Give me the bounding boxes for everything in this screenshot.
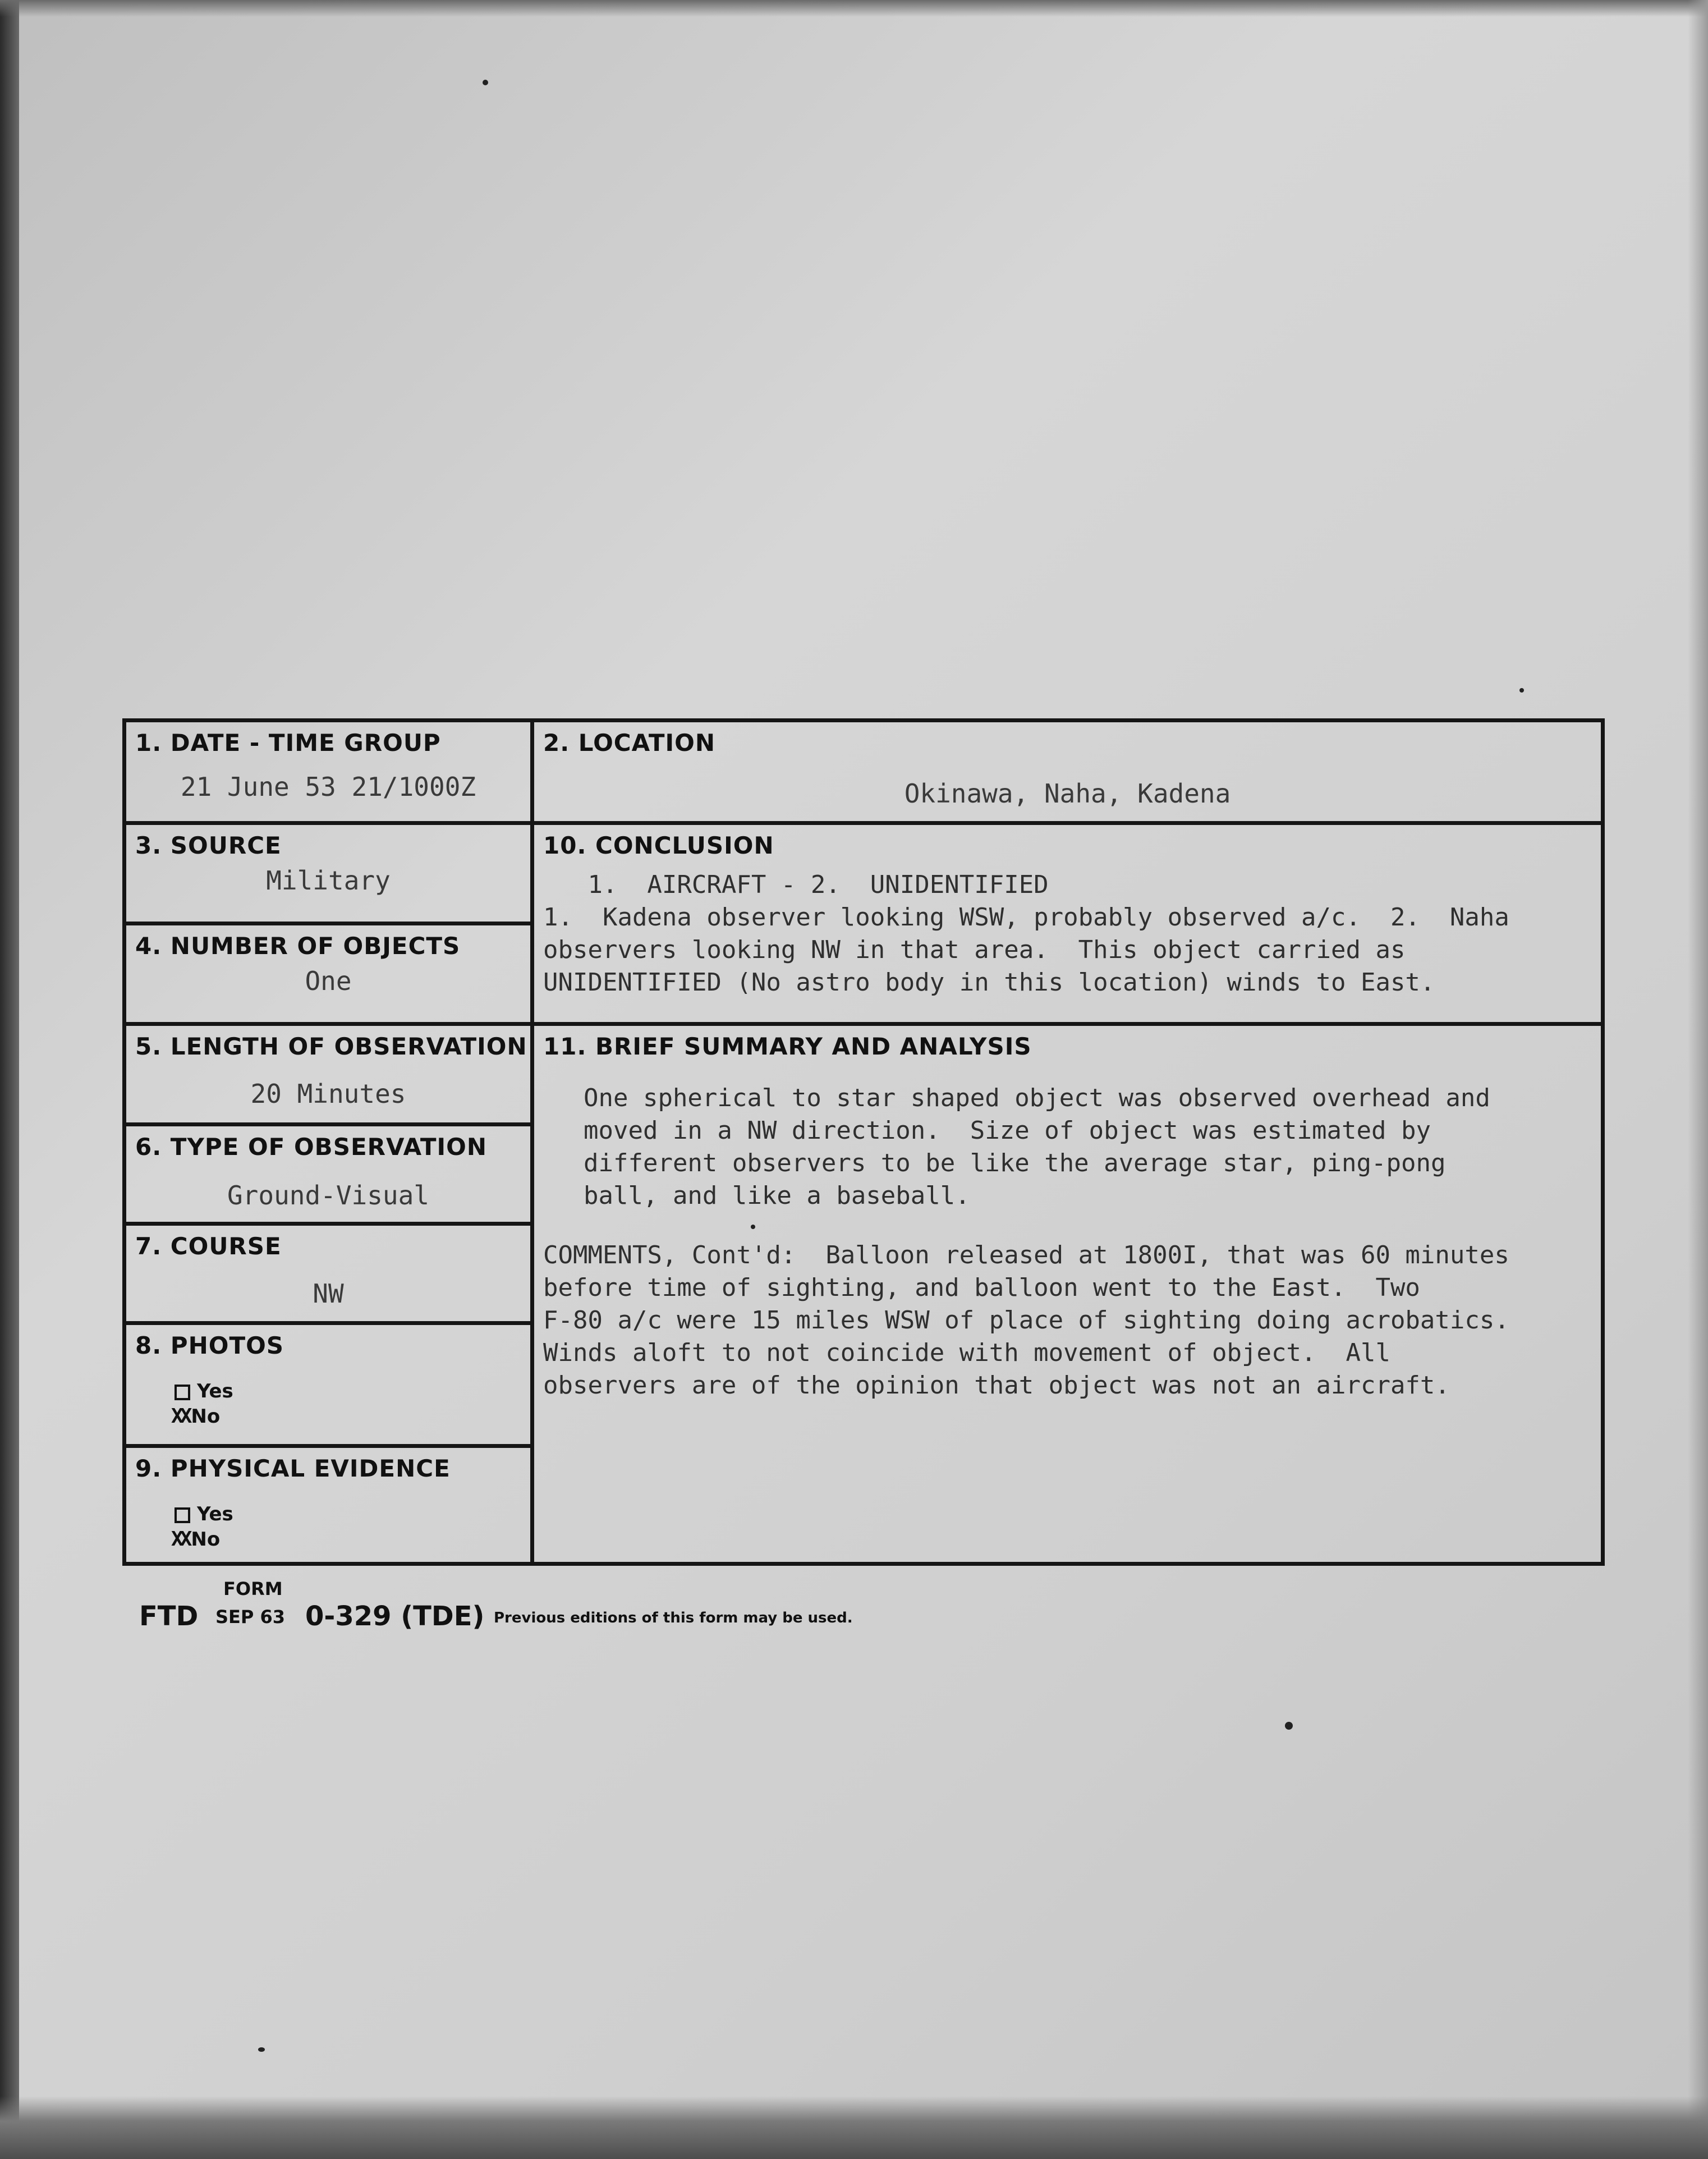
type-of-observation-cell: [126, 1126, 530, 1222]
scan-edge-left: [0, 0, 19, 2159]
conclusion-line: observers looking NW in that area. This object carried as: [543, 936, 1406, 964]
type-of-observation-value: Ground-Visual: [227, 1180, 430, 1211]
type-of-observation-label: 6. TYPE OF OBSERVATION: [135, 1133, 488, 1161]
comments-line: observers are of the opinion that object was not an aircraft.: [543, 1371, 1450, 1400]
summary-cell: [534, 1026, 1601, 1562]
comments-line: Winds aloft to not coincide with movement of object. All: [543, 1339, 1390, 1367]
photos-label: 8. PHOTOS: [135, 1332, 284, 1359]
location-cell: [534, 722, 1601, 821]
length-of-observation-label: 5. LENGTH OF OBSERVATION: [135, 1033, 527, 1060]
scan-speck: [483, 80, 488, 85]
conclusion-label: 10. CONCLUSION: [543, 832, 774, 859]
scan-speck: [1519, 688, 1524, 693]
physical-evidence-no-option: [171, 1528, 220, 1551]
row-divider: [126, 922, 530, 925]
summary-line: One spherical to star shaped object was observed overhead and: [584, 1084, 1490, 1112]
footer-form-word: FORM: [223, 1578, 283, 1599]
row-divider: [126, 821, 530, 825]
length-of-observation-cell: [126, 1026, 530, 1122]
physical-evidence-yes-label: Yes: [197, 1503, 233, 1525]
scan-edge-right: [1688, 0, 1708, 2159]
scan-edge-top: [0, 0, 1708, 17]
conclusion-line: 1. AIRCRAFT - 2. UNIDENTIFIED: [543, 870, 1049, 899]
scan-speck: [1285, 1722, 1293, 1730]
row-divider: [126, 1122, 530, 1126]
date-time-group-value: 21 June 53 21/1000Z: [180, 772, 476, 802]
conclusion-cell: [534, 825, 1601, 1022]
photos-cell: [126, 1325, 530, 1444]
date-time-group-label: 1. DATE - TIME GROUP: [135, 729, 441, 757]
source-label: 3. SOURCE: [135, 832, 282, 859]
source-cell: [126, 825, 530, 922]
location-label: 2. LOCATION: [543, 729, 715, 757]
scan-edge-bottom: [0, 2096, 1708, 2159]
checked-x-mark: XX: [171, 1528, 189, 1551]
comments-line: F-80 a/c were 15 miles WSW of place of sighting doing acrobatics.: [543, 1306, 1509, 1335]
comments-line: COMMENTS, Cont'd: Balloon released at 1800I, that was 60 minutes: [543, 1241, 1509, 1269]
row-divider: [126, 1022, 1601, 1026]
footer-org: FTD: [139, 1601, 199, 1632]
column-divider: [530, 722, 534, 1562]
conclusion-line: UNIDENTIFIED (No astro body in this location) winds to East.: [543, 968, 1435, 997]
empty-checkbox-icon: [175, 1507, 190, 1523]
summary-line: moved in a NW direction. Size of object was estimated by: [584, 1116, 1431, 1145]
date-time-group-cell: [126, 722, 530, 821]
course-label: 7. COURSE: [135, 1232, 282, 1260]
course-cell: [126, 1226, 530, 1321]
photos-no-label: No: [191, 1405, 221, 1428]
physical-evidence-yes-option: [175, 1503, 233, 1525]
physical-evidence-no-label: No: [191, 1528, 221, 1551]
photos-yes-option: [175, 1380, 233, 1402]
checked-x-mark: XX: [171, 1405, 189, 1428]
number-of-objects-cell: [126, 925, 530, 1022]
number-of-objects-label: 4. NUMBER OF OBJECTS: [135, 932, 461, 960]
summary-label: 11. BRIEF SUMMARY AND ANALYSIS: [543, 1033, 1032, 1060]
length-of-observation-value: 20 Minutes: [250, 1079, 406, 1109]
row-divider: [126, 1444, 530, 1448]
row-divider: [126, 1321, 530, 1325]
footer-form-number: 0-329 (TDE): [305, 1601, 485, 1632]
photos-yes-label: Yes: [197, 1380, 233, 1402]
scan-speck: [258, 2047, 265, 2052]
comments-line: before time of sighting, and balloon went to the East. Two: [543, 1273, 1420, 1302]
footer-note: Previous editions of this form may be used.: [494, 1610, 853, 1626]
empty-checkbox-icon: [175, 1385, 190, 1400]
course-value: NW: [313, 1278, 344, 1309]
footer-date: SEP 63: [215, 1606, 286, 1628]
summary-line: ball, and like a baseball.: [584, 1181, 970, 1210]
source-value: Military: [266, 865, 391, 896]
photos-no-option: [171, 1405, 220, 1428]
physical-evidence-label: 9. PHYSICAL EVIDENCE: [135, 1455, 451, 1482]
conclusion-line: 1. Kadena observer looking WSW, probably observed a/c. 2. Naha: [543, 903, 1509, 932]
row-divider: [534, 821, 1601, 825]
row-divider: [126, 1222, 530, 1226]
summary-line: different observers to be like the average star, ping-pong: [584, 1149, 1446, 1177]
sighting-report-form: [122, 718, 1605, 1566]
physical-evidence-cell: [126, 1448, 530, 1562]
number-of-objects-value: One: [305, 966, 352, 996]
location-value: Okinawa, Naha, Kadena: [904, 778, 1231, 809]
